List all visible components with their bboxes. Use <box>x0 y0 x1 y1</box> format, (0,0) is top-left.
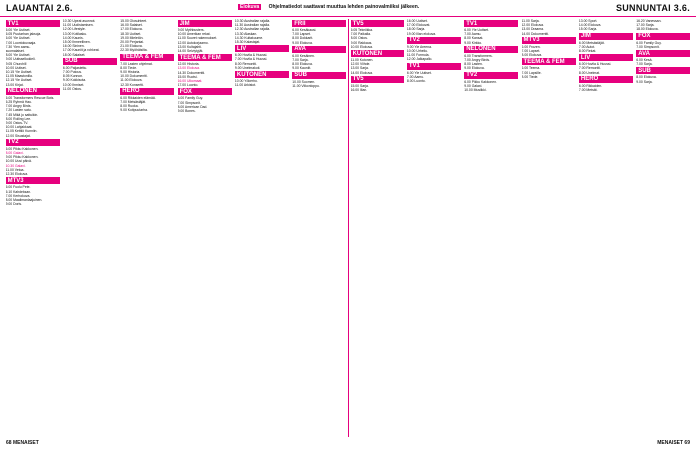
program-line: 6.00 Huvila & Huussi. <box>578 62 612 67</box>
program-line: 7.00 Lasten ohjelmat. <box>120 61 153 66</box>
program-line: 15.00 Sarja. <box>350 83 369 88</box>
program-line: 8.00 Unelmat. <box>578 70 600 75</box>
program-line: 11.00 Sarja. <box>521 19 540 23</box>
program-line: 14.30 Kultakuume. <box>234 35 264 40</box>
program-line: 12.15 Yle Uutiset. <box>5 78 33 83</box>
program-line: 15.00 Ihmeellinen. <box>62 40 91 45</box>
left-day-title: LAUANTAI 2.6. <box>6 3 73 13</box>
channel-header: TEEMA & FEM <box>522 58 576 65</box>
program-line: 7.00 Angry Birds. <box>464 58 491 63</box>
program-line: 10.00 Elokuva. <box>350 44 373 49</box>
program-line: 15.00 Sarja. <box>578 27 598 32</box>
program-line: 13.00 Kotilasku. <box>62 31 88 36</box>
channel-header: TEEMA & FEM <box>120 54 174 61</box>
program-line: 16.00 Uutiset. <box>406 19 428 23</box>
program-line: suomalaiset. <box>5 49 25 54</box>
program-line: 7.00 Paikalla. <box>350 32 371 37</box>
channel-header: SUB <box>63 58 117 65</box>
program-line: 12.00 Elokuva. <box>521 23 544 28</box>
program-line: 11.00 Arkistot. <box>234 83 257 88</box>
program-line: 18.00 Sarja. <box>406 27 426 32</box>
listing-column <box>61 19 118 437</box>
header-rule <box>0 16 696 17</box>
program-line: 17.00 Elokuva. <box>120 27 143 32</box>
program-line: 17.00 Sarja. <box>636 23 655 28</box>
program-line: 9.00 Unelmakoti. <box>234 65 261 70</box>
program-line: 9.00 Mythbusters. <box>177 28 205 32</box>
program-line: 14.00 Kaunis. <box>62 35 84 40</box>
program-line: 7.00 Putous. <box>62 70 82 75</box>
channel-header: TV1 <box>464 20 518 27</box>
program-line: 19.00 Mieletön. <box>120 35 144 40</box>
program-line: 6.00 Teema. <box>521 66 541 71</box>
program-line: 6.05 Tekniikka. <box>350 28 373 32</box>
program-line: 13.00 Elokuva. <box>177 66 201 71</box>
program-line: 10.00 Uusi päivä. <box>5 159 32 164</box>
channel-header: NELONEN <box>6 88 60 95</box>
program-line: 12.30 Konsertti. <box>120 82 144 87</box>
program-line: 9.00 Kotipuutarha. <box>120 108 148 113</box>
program-line: 9.00 Sarja. <box>636 79 653 84</box>
program-line: 11.05 Keittiö Kunniin. <box>5 129 38 134</box>
program-line: 15.00 Ruotsi. <box>177 74 198 79</box>
program-line: 9.05 Churchill <box>5 61 27 66</box>
program-line: 12.00 Historia. <box>177 62 200 67</box>
channel-header: FOX <box>636 33 690 40</box>
program-line: 11.00 Uudistamisen. <box>62 23 94 28</box>
program-line: 7.00 Lapset. <box>292 32 311 37</box>
program-line: 9.00 Pikku Kakkonen. <box>5 155 39 160</box>
program-line: 8.00 Rolling Lee. <box>5 116 32 121</box>
program-line: 11.30 Australian rajalla. <box>234 23 270 28</box>
program-line: 15.00 Olosuhteet. <box>120 19 148 23</box>
program-line: 7.00 Aamu. <box>406 74 425 79</box>
program-line: 8.00 Tiede. <box>120 65 138 70</box>
program-line: 9.00 Doris. <box>5 202 22 207</box>
program-line: 7.00 Metsät. <box>578 88 598 93</box>
program-line: 10.00 Yökerho. <box>234 79 258 84</box>
program-line: 8.00 Rekat. <box>578 49 597 54</box>
program-line: 8.00 Luonto. <box>406 79 426 84</box>
program-line: 6.00 Family Guy. <box>177 96 203 101</box>
program-line: 8.00 Elokuva. <box>521 53 543 58</box>
program-line: 6.00 Frozen. <box>521 44 541 49</box>
program-line: 7.00 Aamu. <box>464 32 482 37</box>
program-line: 6.05 Puutarhan jaksoja. <box>5 32 42 37</box>
channel-header: TV2 <box>407 37 461 44</box>
program-line: 14.00 Selviytyjät. <box>177 49 204 54</box>
program-line: 9.00 Bones. <box>177 109 196 114</box>
listing-column <box>233 19 290 437</box>
program-line: 16.00 Illan. <box>350 88 368 93</box>
program-line: 12.00 Lifestyle. <box>62 27 86 32</box>
program-line: 13.30 Alaskan. <box>234 31 258 36</box>
program-line: 12.30 Elokuva. <box>5 172 29 177</box>
channel-header: SUB <box>636 67 690 74</box>
program-line: 9.00 Historia. <box>120 70 141 75</box>
program-line: 7.00 Luontokuvaaja. <box>5 40 37 45</box>
program-line: 20.00 Perjantai. <box>120 40 145 45</box>
program-line: 6.00 Fuolu Pete. <box>5 185 31 190</box>
program-line: 8.00 Ostos. <box>350 36 368 41</box>
program-line: 6.00 Yle Uutiset. <box>406 70 432 75</box>
program-line: 7.45 Mikä jo sattuikin. <box>5 112 39 117</box>
program-line: 7.00 Simpsonit. <box>177 100 201 105</box>
channel-header: AVA <box>636 50 690 57</box>
program-line: 6.00 Transformers Rescue Bots. <box>5 95 55 100</box>
program-line: 21.00 Elokuva. <box>120 44 143 49</box>
program-line: 7.30 Ylen aamu- <box>5 44 31 49</box>
program-line: 7.00 Lapset. <box>521 49 541 54</box>
program-line: 18.30 Uutiset. <box>120 31 142 36</box>
channel-header: MTV3 <box>6 177 60 184</box>
program-line: 10.00 Dokumentti. <box>120 74 148 79</box>
program-line: 9.00 Elokuva. <box>464 66 485 71</box>
channel-header: TV1 <box>407 63 461 70</box>
program-line: 6.00 Kesäkausi. <box>292 28 317 32</box>
right-day-title: SUNNUNTAI 3.6. <box>615 3 690 13</box>
program-line: 6.00 Metsästäjät. <box>578 40 605 45</box>
program-line: 11.00 Viikonloppu. <box>292 83 320 88</box>
channel-header: JIM <box>579 33 633 40</box>
channel-header: TV5 <box>351 76 404 83</box>
program-line: 10.00 Uutiset. <box>5 65 27 70</box>
program-line: 11.00 Ostos. <box>62 86 82 91</box>
program-line: 7.00 Huvila & Huussi. <box>234 57 268 62</box>
program-line: 10.30 Upeat asunnot. <box>62 19 96 23</box>
channel-header: TV2 <box>6 139 60 146</box>
channel-header: FOX <box>178 88 232 95</box>
program-line: 16.00 Sininen. <box>62 44 85 49</box>
program-line: 12.30 Australian rajalla. <box>234 27 271 32</box>
program-line: 8.00 Galaxi. <box>5 151 24 156</box>
section-note-text: Ohjelmatiedot saattavat muuttua lehden painovalmiiksi jälkeen. <box>268 4 420 10</box>
channel-header: FRII <box>292 20 346 27</box>
program-line: 15.30 Kalastajat. <box>234 40 261 45</box>
program-line: 6.25 Ryhmä Hau. <box>5 100 32 105</box>
program-line: 7.00 Metsästäjät. <box>120 100 147 105</box>
program-line: 10.00 Musiikki. <box>464 88 487 93</box>
program-line: 12.00 Autokorjaamo. <box>177 40 209 45</box>
channel-header: KUTONEN <box>235 71 289 78</box>
program-line: 16.20 Vanessan. <box>636 19 662 23</box>
channel-header: SUB <box>292 72 346 79</box>
channel-header: TEEMA & FEM <box>178 54 232 61</box>
program-line: 7.00 Kerhokuva. <box>5 193 31 198</box>
program-line: 8.00 Ruoka. <box>120 104 139 109</box>
program-line: 8.00 Remontti. <box>234 61 257 66</box>
program-line: 11.00 Kutonen. <box>350 58 374 63</box>
program-line: 17.00 Elokuvat. <box>406 23 431 28</box>
listing-column <box>635 19 692 437</box>
program-line: 6.00 Pikku Kakkonen. <box>5 146 39 151</box>
channel-header: LIV <box>235 45 289 52</box>
program-line: 10.00 Suomen. <box>292 79 316 84</box>
program-line: 6.00 Family Guy. <box>636 40 662 45</box>
listing-column <box>463 19 520 437</box>
program-line: 7.00 Simpsonit. <box>636 44 660 49</box>
program-line: 6.00 Kesäinen. <box>292 53 315 58</box>
program-line: 12.00 Viihde. <box>350 62 371 67</box>
program-line: 9.00 Rakkaus. <box>350 40 373 45</box>
section-note <box>238 4 419 10</box>
program-line: 11.00 Formula. <box>406 53 430 58</box>
program-line: 8.00 Yle Uutiset. <box>5 53 31 58</box>
channel-header: HERO <box>579 76 633 83</box>
channel-header: TV2 <box>464 72 518 79</box>
program-line: 16.00 Salaiset. <box>120 23 143 28</box>
program-line: 8.00 Elokuva. <box>636 75 657 80</box>
program-line: 22.30 Myöhäisilta. <box>120 48 148 53</box>
program-line: 7.00 Angry Birds. <box>5 104 32 109</box>
section-tag: Elokuva <box>240 4 260 10</box>
program-line: 12.00 Jalkapallo. <box>406 57 433 62</box>
program-line: 8.00 Elokuva. <box>292 62 313 67</box>
program-line: 9.00 Galaxi. <box>464 83 483 88</box>
program-line: 6.00 Yle Uutiset. <box>464 28 490 32</box>
left-page-number: 68 MENAISET <box>6 440 39 446</box>
program-line: 14.00 Elokuva. <box>350 70 373 75</box>
program-line: 6.10 Kahdeksan. <box>5 189 32 194</box>
program-line: 10.00 Ihmiset. <box>62 82 85 87</box>
channel-header: MTV3 <box>522 37 576 44</box>
program-line: 11.00 Elokuva. <box>120 78 143 83</box>
program-line: 13.00 Sarja. <box>350 66 369 71</box>
program-line: 11.00 Suuret rakennukset. <box>177 36 218 41</box>
program-line: 11.00 Vetoa. <box>5 167 25 172</box>
program-line: 18.00 Elokuva. <box>636 27 659 32</box>
tv-listings-grid <box>4 19 692 437</box>
program-line: 12.00 Sisustajat. <box>5 133 31 138</box>
page-header <box>0 0 696 18</box>
program-line: 6.00 Yle Uutiset. <box>5 28 31 32</box>
program-line: 13.00 Sport. <box>578 19 598 23</box>
program-line: 7.00 Remontti. <box>578 66 601 71</box>
program-line: 10.00 Urheilu. <box>406 49 429 54</box>
listing-column <box>176 19 233 437</box>
program-line: 9.00 Uutisselkokieli. <box>5 57 36 62</box>
program-line: 10.00 Amerikan rekat. <box>177 32 211 37</box>
program-line: 10.30 Galaxi. <box>5 163 26 168</box>
program-line: 17.00 Kauniit ja rohkeat. <box>62 48 100 53</box>
listing-column <box>291 19 348 437</box>
program-line: 7.00 Autot. <box>578 44 596 49</box>
program-line: 6.00 Transformers. <box>464 53 493 58</box>
program-line: 9.00 Kokkisota. <box>62 78 87 83</box>
program-line: 7.00 Lapsille. <box>521 70 542 75</box>
channel-header: TV1 <box>6 20 60 27</box>
program-line: 13.00 Kirjat. <box>5 82 24 87</box>
program-line: 6.00 Paljastettu. <box>62 65 88 70</box>
listing-column <box>348 19 405 437</box>
program-line: 10.15 Yle Uutiset. <box>5 70 33 75</box>
program-line: 6.00 Rikkaiden elämää. <box>120 95 156 100</box>
program-line: 18.00 Salaiset. <box>62 52 86 57</box>
program-line: 8.00 American Dad. <box>177 104 208 109</box>
program-line: 8.00 Kansat. <box>464 36 484 41</box>
program-line: 7.00 Sarja. <box>636 62 653 67</box>
program-line: 8.00 Maailmanlaajuinen. <box>5 197 43 202</box>
program-line: 10.00 Lahjakkaat. <box>5 125 33 130</box>
program-line: 11.05 Maastonilla. <box>5 74 33 79</box>
program-line: 14.00 Dokumentti. <box>521 31 550 36</box>
channel-header: NELONEN <box>464 46 518 53</box>
program-line: 9.00 Ostos-TV. <box>5 121 29 126</box>
listing-column <box>520 19 577 437</box>
program-line: 6.00 Pikku Kakkonen. <box>464 79 498 84</box>
listing-column <box>119 19 176 437</box>
program-line: 9.00 Yle Areena. <box>406 44 432 49</box>
program-line: 9.00 Kirkko. <box>464 40 483 45</box>
channel-header: KUTONEN <box>351 50 404 57</box>
program-line: 8.05 Kunnon. <box>62 74 84 79</box>
program-line: 9.00 Elokuva. <box>292 40 313 45</box>
program-line: 16.00 Ulkomaat. <box>177 79 203 84</box>
channel-header: LIV <box>579 54 633 61</box>
program-line: 7.00 Sarja. <box>292 58 309 63</box>
program-line: 8.00 Dokkarit. <box>292 36 314 41</box>
program-line: 13.00 Kultajahti. <box>177 44 202 49</box>
program-line: 6.00 Kesä. <box>636 58 653 63</box>
program-line: 7.20 Lasten satu. <box>5 108 32 113</box>
program-line: 19.00 Illan elokuva. <box>406 31 437 36</box>
right-page-number: MENAISET 69 <box>657 440 690 446</box>
program-line: 10.30 Australian rajalla. <box>234 19 271 23</box>
channel-header: JIM <box>178 20 232 27</box>
program-line: 8.00 Tiede. <box>521 74 539 79</box>
program-line: 6.00 Huvila & Huussi. <box>234 53 268 58</box>
program-line: 14.00 Elokuva. <box>578 23 602 28</box>
program-line: 17.00 Luonto. <box>177 83 199 88</box>
program-line: 6.00 Yle Uutiset. <box>5 36 31 41</box>
channel-header: HERO <box>120 88 174 95</box>
channel-header: AVA <box>292 46 346 53</box>
program-line: 8.00 Lasten. <box>464 62 483 67</box>
listing-column <box>405 19 462 437</box>
program-line: 6.00 Rikkaiden. <box>578 83 603 88</box>
listing-column <box>577 19 634 437</box>
page-footer <box>0 438 696 450</box>
program-line: 9.00 Kauniit. <box>292 66 312 71</box>
program-line: 13.00 Draama. <box>521 27 544 32</box>
program-line: 14.30 Dokumentti. <box>177 70 206 75</box>
listing-column <box>4 19 61 437</box>
channel-header: TV5 <box>351 20 404 27</box>
